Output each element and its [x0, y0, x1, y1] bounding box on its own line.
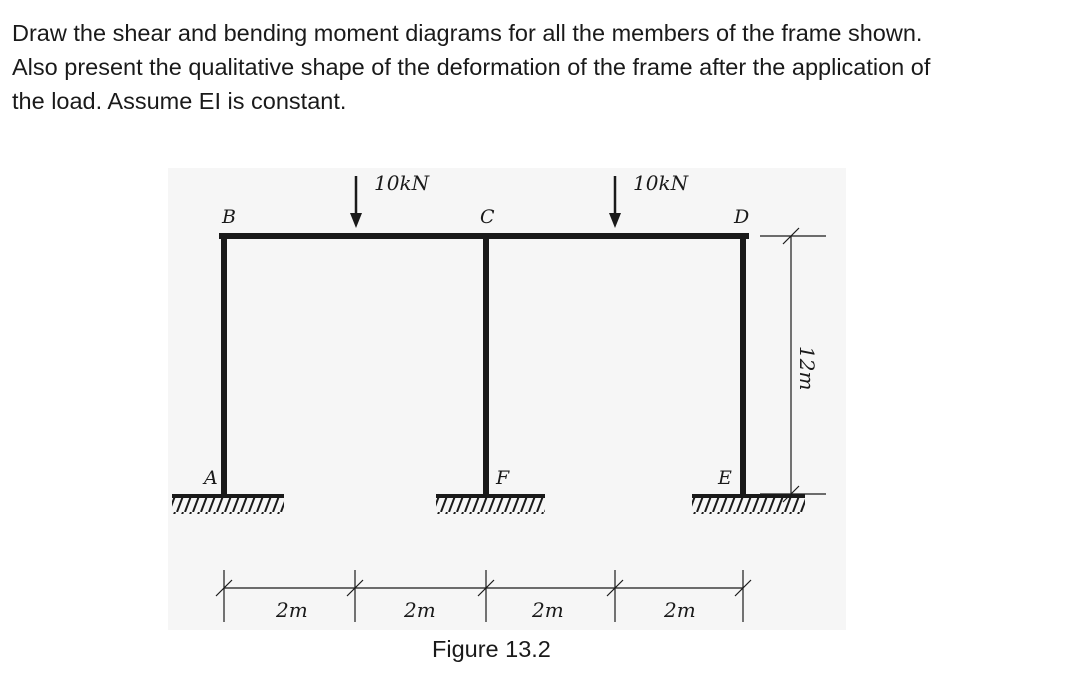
node-label-D: D	[734, 206, 750, 228]
node-label-F: F	[496, 467, 510, 489]
span-label-3: 2m	[532, 598, 564, 622]
problem-line-3: the load. Assume EI is constant.	[12, 88, 347, 114]
frame-members	[222, 236, 746, 494]
span-label-2: 2m	[404, 598, 436, 622]
fixed-support-A	[172, 496, 284, 514]
problem-line-1: Draw the shear and bending moment diagrams for all the members of the frame shown.	[12, 20, 923, 46]
node-label-B: B	[222, 206, 236, 228]
load-label-1: 10kN	[374, 171, 430, 195]
load-arrow-2	[609, 176, 621, 228]
load-arrow-1	[350, 176, 362, 228]
node-label-C: C	[480, 206, 495, 228]
node-label-A: A	[204, 467, 218, 489]
node-label-E: E	[718, 467, 732, 489]
span-label-1: 2m	[276, 598, 308, 622]
load-label-2: 10kN	[633, 171, 689, 195]
fixed-support-E	[692, 496, 805, 514]
problem-line-2: Also present the qualitative shape of the deformation of the frame after the application of	[12, 54, 931, 80]
fixed-support-F	[436, 496, 545, 514]
span-label-4: 2m	[664, 598, 696, 622]
height-dimension-label: 12m	[795, 346, 819, 391]
figure-caption: Figure 13.2	[432, 636, 551, 662]
